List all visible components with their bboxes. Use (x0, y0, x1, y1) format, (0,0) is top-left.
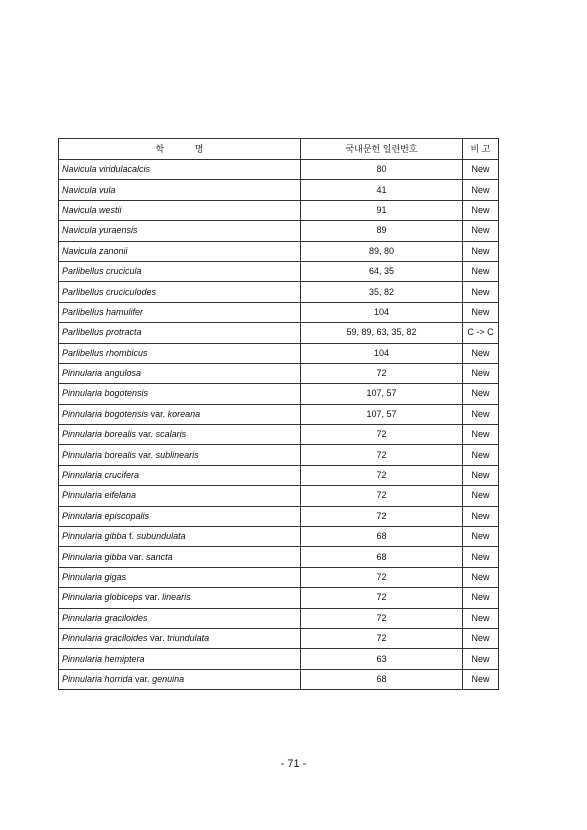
remarks-cell: New (463, 363, 499, 383)
species-name-cell: Pinnularia bogotensis var. koreana (59, 404, 301, 424)
rank-marker: var. (136, 449, 156, 460)
remarks-cell: New (463, 302, 499, 322)
table-row (59, 567, 499, 587)
remarks-cell: New (463, 567, 499, 587)
remarks-cell: New (463, 669, 499, 689)
rank-marker: var. (147, 633, 168, 644)
species-name-cell: Parlibellus crucicula (59, 261, 301, 281)
table-row (59, 669, 499, 689)
remarks-cell: New (463, 445, 499, 465)
table-row (59, 527, 499, 547)
table-row (59, 261, 499, 281)
reference-number-cell: 63 (301, 649, 463, 669)
reference-number-cell: 35, 82 (301, 282, 463, 302)
reference-number-cell: 72 (301, 425, 463, 445)
table-row (59, 445, 499, 465)
species-name-cell: Pinnularia horrida var. genuina (59, 669, 301, 689)
species-name-cell: Parlibellus rhombicus (59, 343, 301, 363)
rank-marker: f. (126, 531, 137, 542)
remarks-cell: New (463, 425, 499, 445)
reference-number-cell: 41 (301, 180, 463, 200)
table-body (59, 160, 499, 690)
table-row (59, 486, 499, 506)
remarks-cell: C -> C (463, 323, 499, 343)
table-row (59, 363, 499, 383)
rank-marker: var. (126, 551, 147, 562)
species-name-cell: Navicula yuraensis (59, 221, 301, 241)
reference-number-cell: 107, 57 (301, 404, 463, 424)
reference-number-cell: 72 (301, 486, 463, 506)
table-row (59, 608, 499, 628)
table-row (59, 221, 499, 241)
species-name-cell: Pinnularia graciloides var. triundulata (59, 628, 301, 648)
species-name-cell: Pinnularia gigas (59, 567, 301, 587)
table-row (59, 241, 499, 261)
table-row (59, 323, 499, 343)
species-name-cell: Pinnularia eifelana (59, 486, 301, 506)
remarks-cell: New (463, 649, 499, 669)
species-name-cell: Parlibellus protracta (59, 323, 301, 343)
table-row (59, 302, 499, 322)
reference-number-cell: 68 (301, 527, 463, 547)
rank-marker: var. (136, 429, 156, 440)
table-row (59, 465, 499, 485)
table-row (59, 425, 499, 445)
table-row (59, 180, 499, 200)
remarks-cell: New (463, 547, 499, 567)
species-name-cell: Parlibellus hamulifer (59, 302, 301, 322)
remarks-cell: New (463, 486, 499, 506)
table-row (59, 404, 499, 424)
reference-number-cell: 89, 80 (301, 241, 463, 261)
reference-number-cell: 68 (301, 547, 463, 567)
header-scientific-name: 학 명 (59, 139, 301, 160)
species-name-cell: Navicula westii (59, 200, 301, 220)
remarks-cell: New (463, 200, 499, 220)
remarks-cell: New (463, 506, 499, 526)
remarks-cell: New (463, 527, 499, 547)
species-name-cell: Navicula zanonii (59, 241, 301, 261)
rank-marker: var. (142, 592, 163, 603)
reference-number-cell: 68 (301, 669, 463, 689)
reference-number-cell: 91 (301, 200, 463, 220)
reference-number-cell: 59, 89, 63, 35, 82 (301, 323, 463, 343)
rank-marker: var. (148, 408, 168, 419)
remarks-cell: New (463, 343, 499, 363)
reference-number-cell: 107, 57 (301, 384, 463, 404)
table-row (59, 506, 499, 526)
species-name-cell: Pinnularia crucifera (59, 465, 301, 485)
remarks-cell: New (463, 404, 499, 424)
reference-number-cell: 72 (301, 445, 463, 465)
rank-marker: var. (132, 673, 153, 684)
remarks-cell: New (463, 221, 499, 241)
reference-number-cell: 72 (301, 608, 463, 628)
table-row (59, 343, 499, 363)
reference-number-cell: 72 (301, 506, 463, 526)
reference-number-cell: 104 (301, 302, 463, 322)
reference-number-cell: 64, 35 (301, 261, 463, 281)
table-row (59, 282, 499, 302)
reference-number-cell: 72 (301, 628, 463, 648)
remarks-cell: New (463, 628, 499, 648)
species-name-cell: Navicula vula (59, 180, 301, 200)
species-name-cell: Navicula viridulacalcis (59, 160, 301, 180)
header-remarks: 비 고 (463, 139, 499, 160)
remarks-cell: New (463, 465, 499, 485)
table-row (59, 649, 499, 669)
remarks-cell: New (463, 282, 499, 302)
reference-number-cell: 80 (301, 160, 463, 180)
species-name-cell: Pinnularia bogotensis (59, 384, 301, 404)
table-row (59, 588, 499, 608)
reference-number-cell: 104 (301, 343, 463, 363)
reference-number-cell: 72 (301, 567, 463, 587)
remarks-cell: New (463, 608, 499, 628)
reference-number-cell: 72 (301, 588, 463, 608)
table-row (59, 628, 499, 648)
page-number: - 71 - (280, 758, 307, 770)
species-name-cell: Pinnularia angulosa (59, 363, 301, 383)
species-name-cell: Pinnularia globiceps var. linearis (59, 588, 301, 608)
remarks-cell: New (463, 261, 499, 281)
reference-number-cell: 89 (301, 221, 463, 241)
table-row (59, 200, 499, 220)
species-name-cell: Pinnularia graciloides (59, 608, 301, 628)
table-row (59, 160, 499, 180)
remarks-cell: New (463, 160, 499, 180)
table-header-row (59, 139, 499, 160)
reference-number-cell: 72 (301, 363, 463, 383)
header-reference-number: 국내문헌 일련번호 (301, 139, 463, 160)
table-row (59, 547, 499, 567)
remarks-cell: New (463, 180, 499, 200)
species-table (58, 138, 499, 690)
species-name-cell: Pinnularia hemiptera (59, 649, 301, 669)
reference-number-cell: 72 (301, 465, 463, 485)
remarks-cell: New (463, 588, 499, 608)
species-name-cell: Pinnularia borealis var. sublinearis (59, 445, 301, 465)
species-name-cell: Pinnularia gibba var. sancta (59, 547, 301, 567)
species-name-cell: Pinnularia episcopalis (59, 506, 301, 526)
remarks-cell: New (463, 384, 499, 404)
remarks-cell: New (463, 241, 499, 261)
species-name-cell: Pinnularia gibba f. subundulata (59, 527, 301, 547)
table-row (59, 384, 499, 404)
species-name-cell: Parlibellus cruciculodes (59, 282, 301, 302)
species-name-cell: Pinnularia borealis var. scalaris (59, 425, 301, 445)
